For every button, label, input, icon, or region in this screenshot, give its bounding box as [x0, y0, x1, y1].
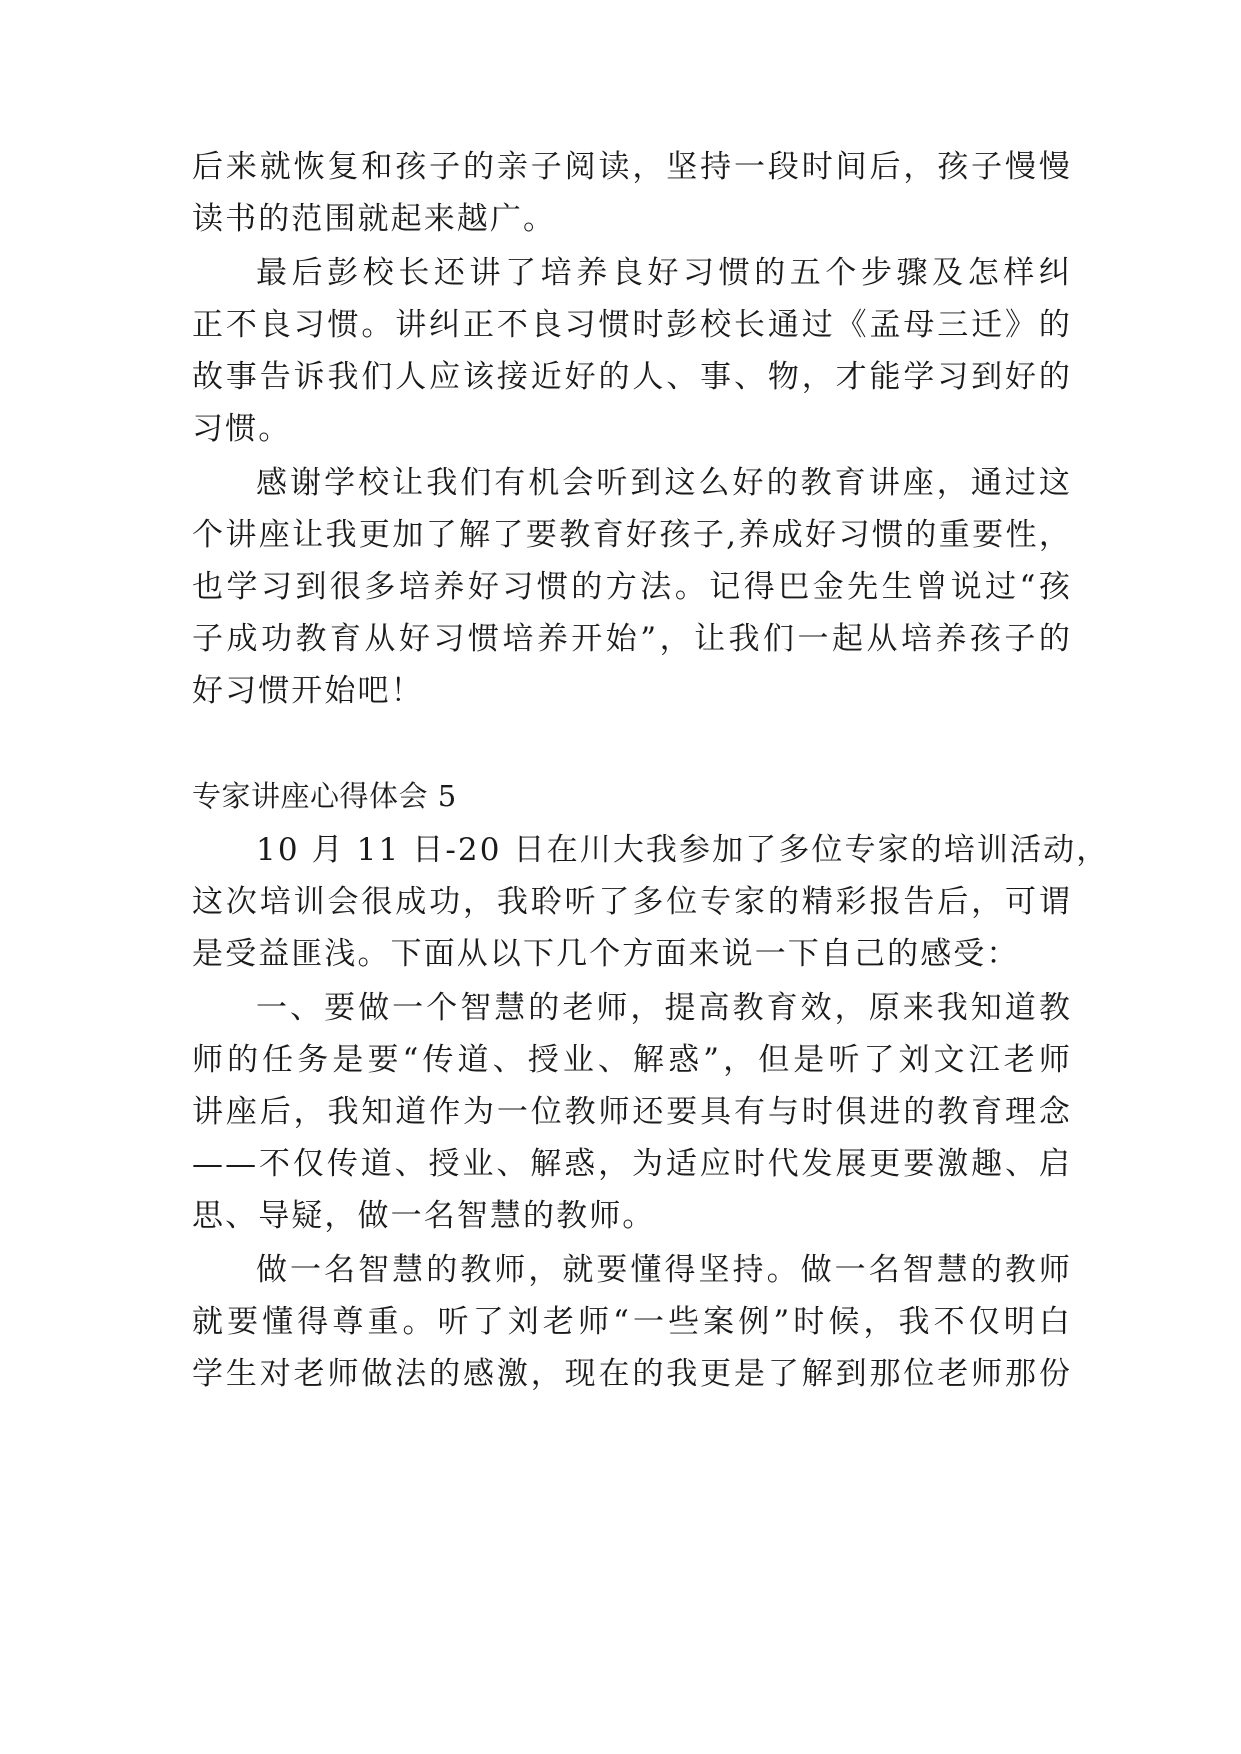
paragraph-line: 是受益匪浅。下面从以下几个方面来说一下自己的感受：	[192, 936, 1020, 972]
paragraph-line: 一、要做一个智慧的老师，提高教育效，原来我知道教	[256, 990, 1072, 1026]
paragraph-line: 好习惯开始吧！	[192, 673, 424, 709]
paragraph-line: 就要懂得尊重。听了刘老师“一些案例”时候，我不仅明白	[192, 1304, 1072, 1340]
paragraph-line: 习惯。	[192, 411, 292, 447]
paragraph-line: 子成功教育从好习惯培养开始”，让我们一起从培养孩子的	[192, 621, 1072, 657]
paragraph-line: 师的任务是要“传道、授业、解惑”，但是听了刘文江老师	[192, 1042, 1072, 1078]
paragraph-line: 正不良习惯。讲纠正不良习惯时彭校长通过《孟母三迁》的	[192, 307, 1072, 343]
paragraph-line: 做一名智慧的教师，就要懂得坚持。做一名智慧的教师	[256, 1252, 1072, 1288]
paragraph-line: 思、导疑，做一名智慧的教师。	[192, 1198, 656, 1234]
paragraph-line: 后来就恢复和孩子的亲子阅读，坚持一段时间后，孩子慢慢	[192, 149, 1072, 185]
paragraph-line: 这次培训会很成功，我聆听了多位专家的精彩报告后，可谓	[192, 884, 1072, 920]
paragraph-line: 读书的范围就起来越广。	[192, 201, 557, 237]
paragraph-line: 感谢学校让我们有机会听到这么好的教育讲座，通过这	[256, 465, 1072, 501]
section-title: 专家讲座心得体会 5	[192, 779, 457, 813]
paragraph-line: 个讲座让我更加了解了要教育好孩子,养成好习惯的重要性，	[192, 517, 1072, 553]
paragraph-line: 也学习到很多培养好习惯的方法。记得巴金先生曾说过“孩	[192, 569, 1072, 605]
paragraph-line: 故事告诉我们人应该接近好的人、事、物，才能学习到好的	[192, 359, 1072, 395]
paragraph-line: 10 月 11 日-20 日在川大我参加了多位专家的培训活动，	[256, 832, 1110, 868]
paragraph-line: 讲座后，我知道作为一位教师还要具有与时俱进的教育理念	[192, 1094, 1072, 1130]
paragraph-line: ——不仅传道、授业、解惑，为适应时代发展更要激趣、启	[192, 1146, 1072, 1182]
paragraph-line: 学生对老师做法的感激，现在的我更是了解到那位老师那份	[192, 1356, 1072, 1392]
paragraph-line: 最后彭校长还讲了培养良好习惯的五个步骤及怎样纠	[256, 255, 1072, 291]
